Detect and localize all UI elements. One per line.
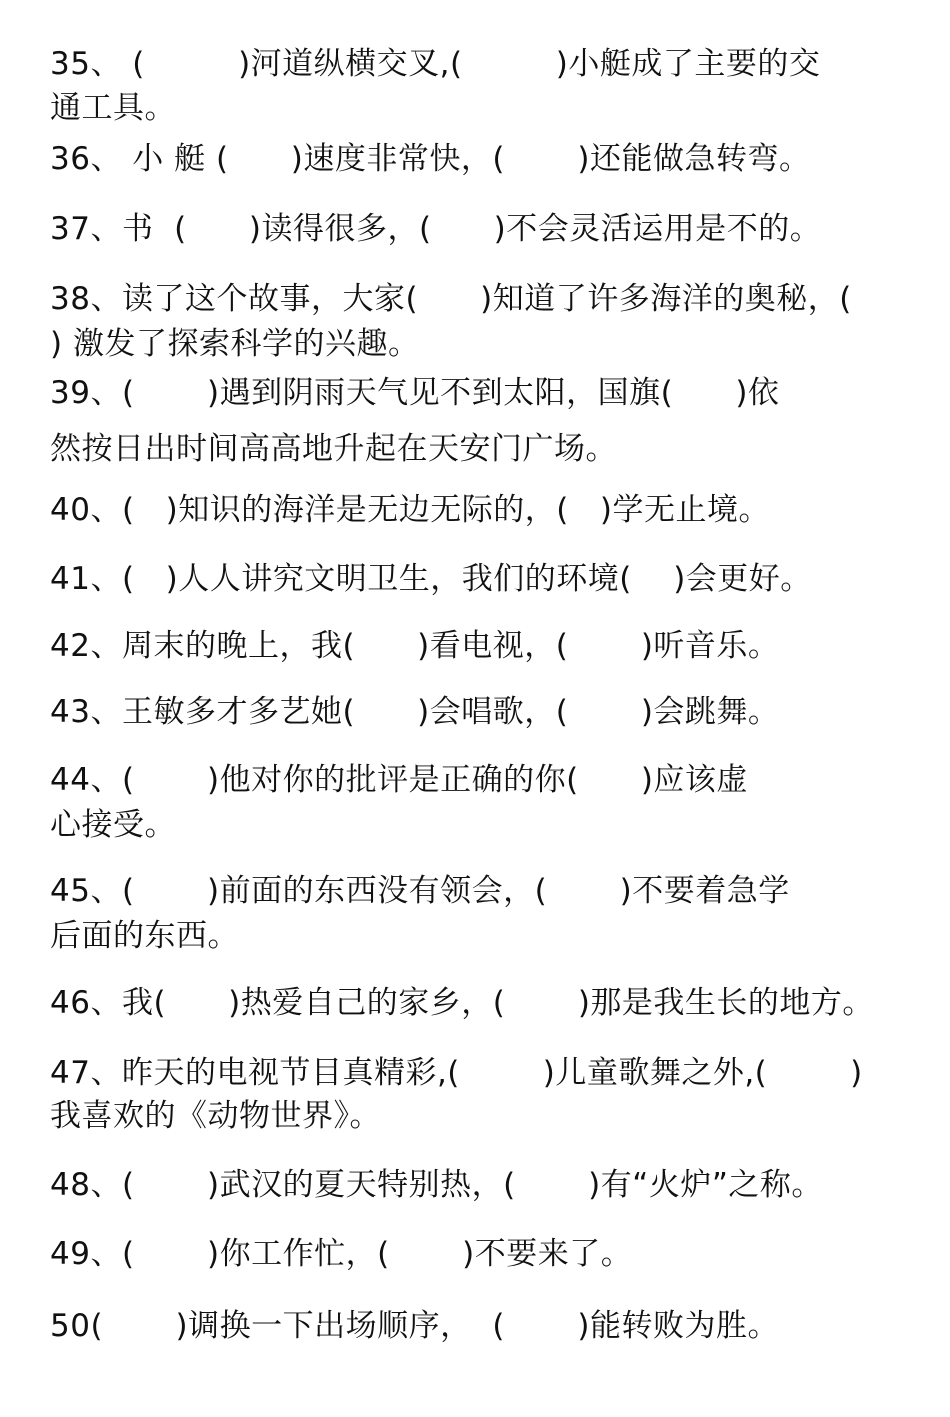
question-49: 49、( )你工作忙，( )不要来了。 [50,1236,633,1272]
question-38-line-1: 38、读了这个故事，大家( )知道了许多海洋的奥秘，( [50,281,852,317]
question-47-line-1: 47、昨天的电视节目真精彩,( )儿童歌舞之外,( ) [50,1055,863,1091]
question-45-line-1: 45、( )前面的东西没有领会，( )不要着急学 [50,873,790,909]
question-39-line-2: 然按日出时间高高地升起在天安门广场。 [50,431,617,467]
question-45-line-2: 后面的东西。 [50,918,239,954]
question-40: 40、( )知识的海洋是无边无际的，( )学无止境。 [50,492,770,528]
question-36: 36、 小 艇 ( )速度非常快，( )还能做急转弯。 [50,141,811,177]
question-39-line-1: 39、( )遇到阴雨天气见不到太阳，国旗( )依 [50,375,780,411]
question-35-line-2: 通工具。 [50,90,176,126]
question-44-line-1: 44、( )他对你的批评是正确的你( )应该虚 [50,762,748,798]
question-44-line-2: 心接受。 [50,807,176,843]
question-50: 50( )调换一下出场顺序， ( )能转败为胜。 [50,1308,779,1344]
question-41: 41、( )人人讲究文明卫生，我们的环境( )会更好。 [50,561,812,597]
question-38-line-2: ) 激发了探索科学的兴趣。 [50,326,420,362]
question-35-line-1: 35、 ( )河道纵横交叉,( )小艇成了主要的交 [50,46,821,82]
question-37: 37、书 ( )读得很多，( )不会灵活运用是不的。 [50,211,822,247]
question-42: 42、周末的晚上，我( )看电视，( )听音乐。 [50,628,780,664]
question-46: 46、我( )热爱自己的家乡，( )那是我生长的地方。 [50,985,874,1021]
question-48: 48、( )武汉的夏天特别热，( )有“火炉”之称。 [50,1167,823,1203]
question-43: 43、王敏多才多艺她( )会唱歌，( )会跳舞。 [50,694,780,730]
question-47-line-2: 我喜欢的《动物世界》。 [50,1098,381,1134]
